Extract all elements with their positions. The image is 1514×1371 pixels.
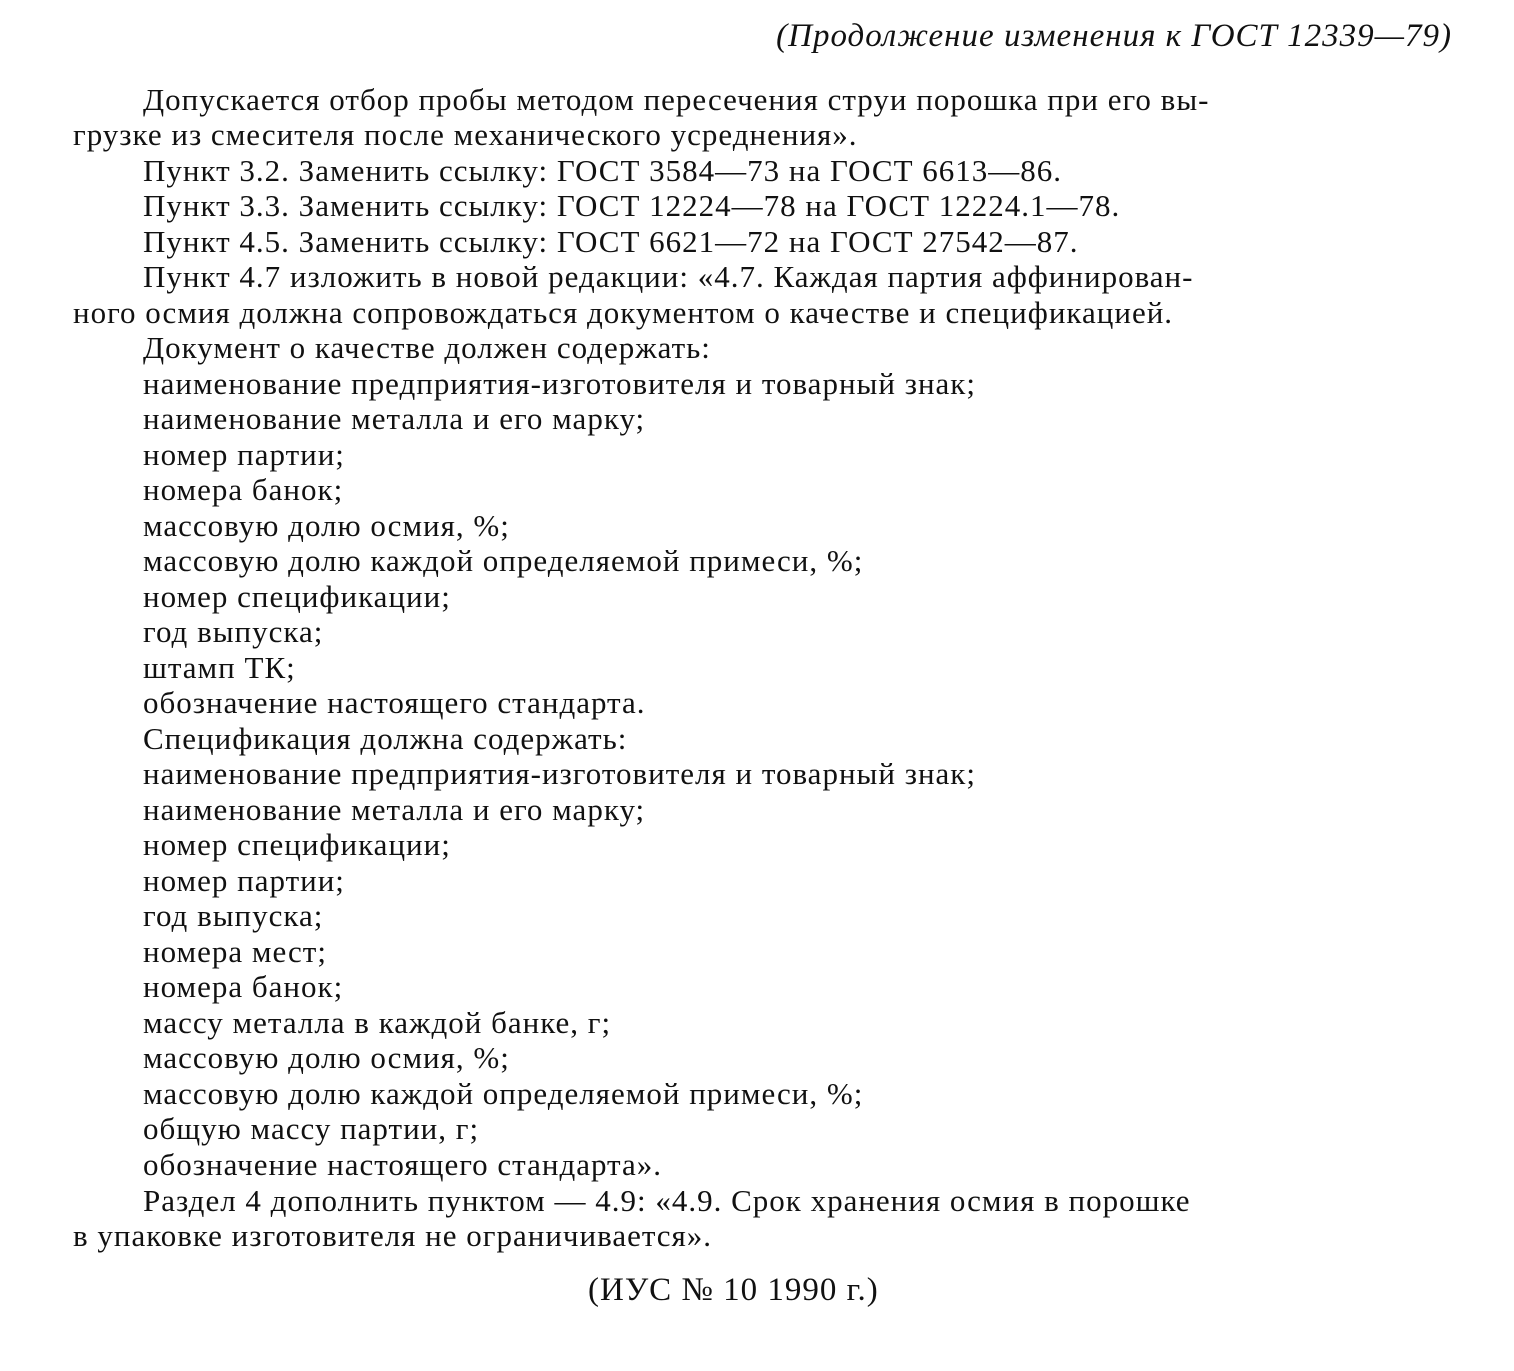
- source-reference: (ИУС № 10 1990 г.): [588, 1272, 879, 1308]
- specification-title: Спецификация должна содержать:: [143, 721, 628, 756]
- item-4-7-line-1: Пункт 4.7 изложить в новой редакции: «4.7. Каждая партия аффинирован-: [143, 259, 1194, 294]
- quality-doc-item: наименование металла и его марку;: [143, 401, 646, 436]
- intro-line-2: грузке из смесителя после механического усреднения».: [73, 117, 858, 152]
- section-4-line-1: Раздел 4 дополнить пунктом — 4.9: «4.9. Срок хранения осмия в порошке: [143, 1183, 1191, 1218]
- specification-item: наименование предприятия-изготовителя и товарный знак;: [143, 756, 976, 791]
- item-4-5: Пункт 4.5. Заменить ссылку: ГОСТ 6621—72 на ГОСТ 27542—87.: [143, 224, 1079, 259]
- specification-item: массовую долю осмия, %;: [143, 1040, 510, 1075]
- quality-doc-item: штамп ТК;: [143, 650, 296, 685]
- item-3-3: Пункт 3.3. Заменить ссылку: ГОСТ 12224—78 на ГОСТ 12224.1—78.: [143, 188, 1121, 223]
- quality-doc-title: Документ о качестве должен содержать:: [143, 330, 711, 365]
- quality-doc-item: номер партии;: [143, 437, 345, 472]
- section-4-line-2: в упаковке изготовителя не ограничивается».: [73, 1218, 713, 1253]
- specification-item: общую массу партии, г;: [143, 1111, 480, 1146]
- specification-item: номера банок;: [143, 969, 344, 1004]
- page-header: (Продолжение изменения к ГОСТ 12339—79): [776, 18, 1452, 54]
- quality-doc-item: массовую долю осмия, %;: [143, 508, 510, 543]
- specification-item: наименование металла и его марку;: [143, 792, 646, 827]
- specification-item: массовую долю каждой определяемой примеси, %;: [143, 1076, 864, 1111]
- item-4-7-line-2: ного осмия должна сопровождаться документом о качестве и спецификацией.: [73, 295, 1174, 330]
- specification-item: массу металла в каждой банке, г;: [143, 1005, 612, 1040]
- intro-line-1: Допускается отбор пробы методом пересечения струи порошка при его вы-: [143, 82, 1210, 117]
- quality-doc-item: обозначение настоящего стандарта.: [143, 685, 646, 720]
- item-3-2: Пункт 3.2. Заменить ссылку: ГОСТ 3584—73 на ГОСТ 6613—86.: [143, 153, 1063, 188]
- specification-item: год выпуска;: [143, 898, 324, 933]
- specification-item: обозначение настоящего стандарта».: [143, 1147, 662, 1182]
- quality-doc-item: номера банок;: [143, 472, 344, 507]
- quality-doc-item: год выпуска;: [143, 614, 324, 649]
- specification-item: номер партии;: [143, 863, 345, 898]
- specification-item: номера мест;: [143, 934, 327, 969]
- specification-item: номер спецификации;: [143, 827, 451, 862]
- quality-doc-item: массовую долю каждой определяемой примеси, %;: [143, 543, 864, 578]
- quality-doc-item: наименование предприятия-изготовителя и товарный знак;: [143, 366, 976, 401]
- quality-doc-item: номер спецификации;: [143, 579, 451, 614]
